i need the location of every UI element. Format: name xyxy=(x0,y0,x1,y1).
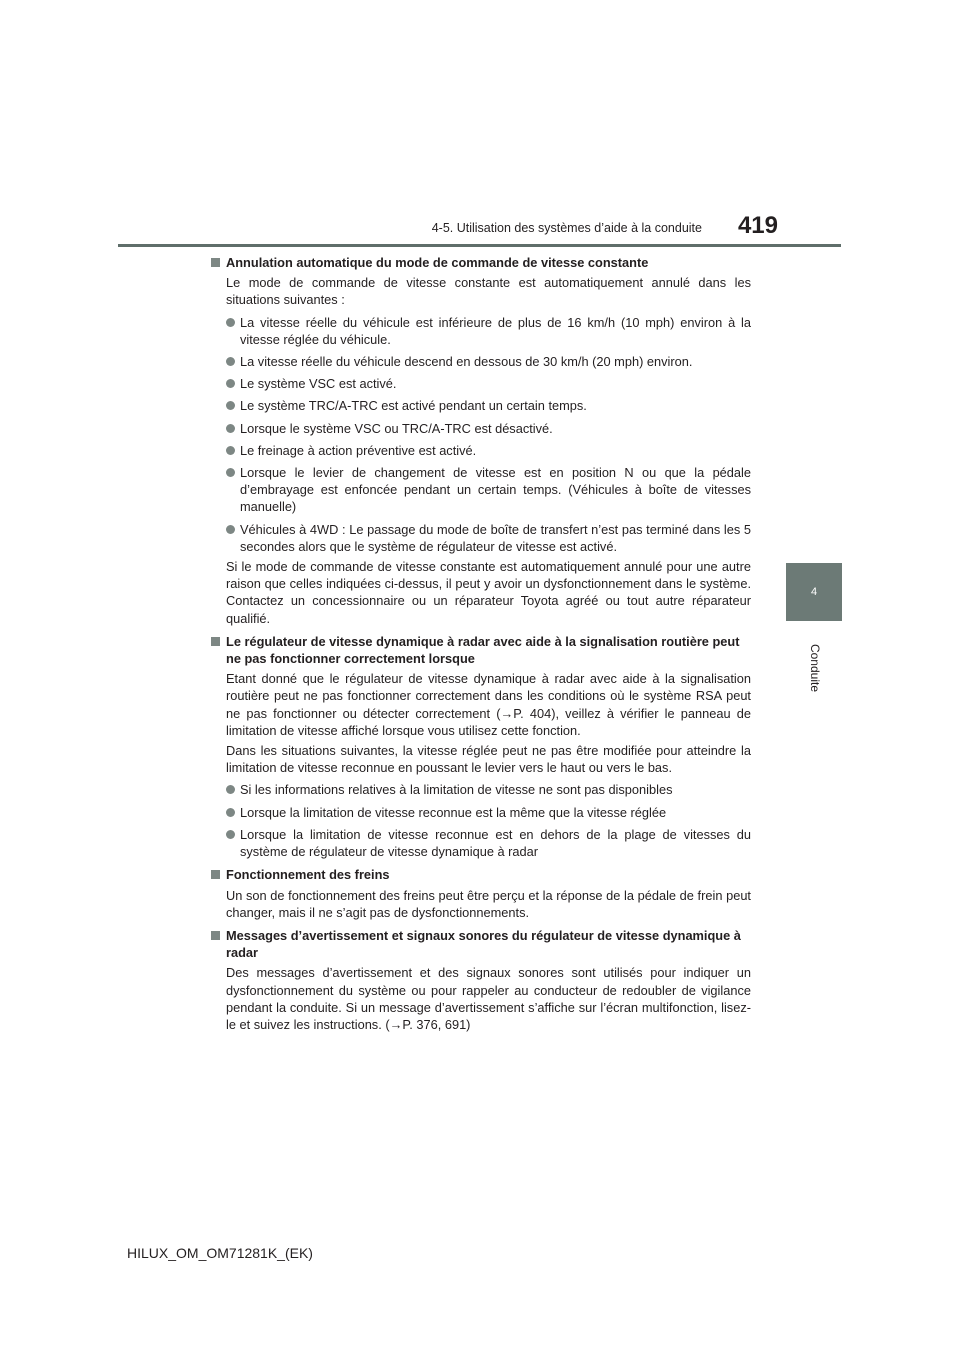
square-bullet-icon xyxy=(211,870,220,879)
round-bullet-icon xyxy=(226,318,235,327)
header-divider xyxy=(118,244,841,247)
page-number: 419 xyxy=(737,212,778,239)
list-item: Le système TRC/A-TRC est activé pendant un certain temps. xyxy=(210,397,751,414)
round-bullet-icon xyxy=(226,468,235,477)
list-item: Lorsque le levier de changement de vitesse est en position N ou que la pédale d’embrayage est enfoncée pendant un certain temps. (Véhicules à boîte de vitesses manuelle) xyxy=(210,464,751,516)
round-bullet-icon xyxy=(226,401,235,410)
round-bullet-icon xyxy=(226,379,235,388)
round-bullet-icon xyxy=(226,446,235,455)
chapter-number: 4 xyxy=(810,586,818,598)
header-section-title: 4-5. Utilisation des systèmes d’aide à la conduite xyxy=(431,221,702,235)
section-heading: Le régulateur de vitesse dynamique à radar avec aide à la signalisation routière peut ne pas fonctionner correctement lorsque xyxy=(210,633,751,667)
section-paragraph: Le mode de commande de vitesse constante est automatiquement annulé dans les situations suivantes : xyxy=(226,275,751,308)
round-bullet-icon xyxy=(226,785,235,794)
section-paragraph: Si le mode de commande de vitesse constante est automatiquement annulé pour une autre raison que celles indiquées ci-dessus, il peut y avoir un dysfonctionnement dans le système. Contactez un concessionnaire ou un réparateur Toyota agréé ou tout autre réparateur qualifié. xyxy=(226,559,751,626)
section-heading: Messages d’avertissement et signaux sonores du régulateur de vitesse dynamique à radar xyxy=(210,927,751,961)
section-heading: Fonctionnement des freins xyxy=(210,866,751,883)
section-paragraph: Etant donné que le régulateur de vitesse dynamique à radar avec aide à la signalisation routière peut ne pas fonctionner correctement dans les conditions où le système RSA peut ne pas fonctionner ou détecter correctement (→P. 404), veillez à vérifier le panneau de limitation de vitesse affiché lorsque vous utilisez cette fonction. xyxy=(226,671,751,738)
square-bullet-icon xyxy=(211,258,220,267)
list-item: La vitesse réelle du véhicule est inférieure de plus de 16 km/h (10 mph) environ à la vitesse réglée du véhicule. xyxy=(210,314,751,348)
section-paragraph: Un son de fonctionnement des freins peut être perçu et la réponse de la pédale de frein peut changer, mais il ne s’agit pas de dysfonctionnements. xyxy=(226,887,751,920)
section-paragraph: Des messages d’avertissement et des signaux sonores sont utilisés pour indiquer un dysfonctionnement du système ou pour rappeler au conducteur de redoubler de vigilance pendant la conduite. Si un message d’avertissement s’affiche sur l’écran multifonction, lisez-le et suivez les instructions. (→P. 376, 691) xyxy=(226,965,751,1032)
square-bullet-icon xyxy=(211,637,220,646)
round-bullet-icon xyxy=(226,424,235,433)
round-bullet-icon xyxy=(226,357,235,366)
list-item: Si les informations relatives à la limitation de vitesse ne sont pas disponibles xyxy=(210,781,751,798)
round-bullet-icon xyxy=(226,525,235,534)
square-bullet-icon xyxy=(211,931,220,940)
round-bullet-icon xyxy=(226,830,235,839)
list-item: Lorsque le système VSC ou TRC/A-TRC est désactivé. xyxy=(210,420,751,437)
page-content xyxy=(210,254,751,1033)
section-heading: Annulation automatique du mode de commande de vitesse constante xyxy=(210,254,751,271)
list-item: La vitesse réelle du véhicule descend en dessous de 30 km/h (20 mph) environ. xyxy=(210,353,751,370)
round-bullet-icon xyxy=(226,808,235,817)
chapter-label: Conduite xyxy=(808,643,822,693)
chapter-tab xyxy=(786,563,842,621)
document-code: HILUX_OM_OM71281K_(EK) xyxy=(127,1245,313,1261)
list-item: Lorsque la limitation de vitesse reconnue est la même que la vitesse réglée xyxy=(210,804,751,821)
list-item: Le freinage à action préventive est activé. xyxy=(210,442,751,459)
section-paragraph: Dans les situations suivantes, la vitesse réglée peut ne pas être modifiée pour atteindre la limitation de vitesse reconnue en poussant le levier vers le haut ou vers le bas. xyxy=(226,743,751,776)
list-item: Le système VSC est activé. xyxy=(210,375,751,392)
list-item: Véhicules à 4WD : Le passage du mode de boîte de transfert n’est pas terminé dans les 5 secondes alors que le système de régulateur de vitesse est activé. xyxy=(210,521,751,555)
list-item: Lorsque la limitation de vitesse reconnue est en dehors de la plage de vitesses du système de régulateur de vitesse dynamique à radar xyxy=(210,826,751,860)
